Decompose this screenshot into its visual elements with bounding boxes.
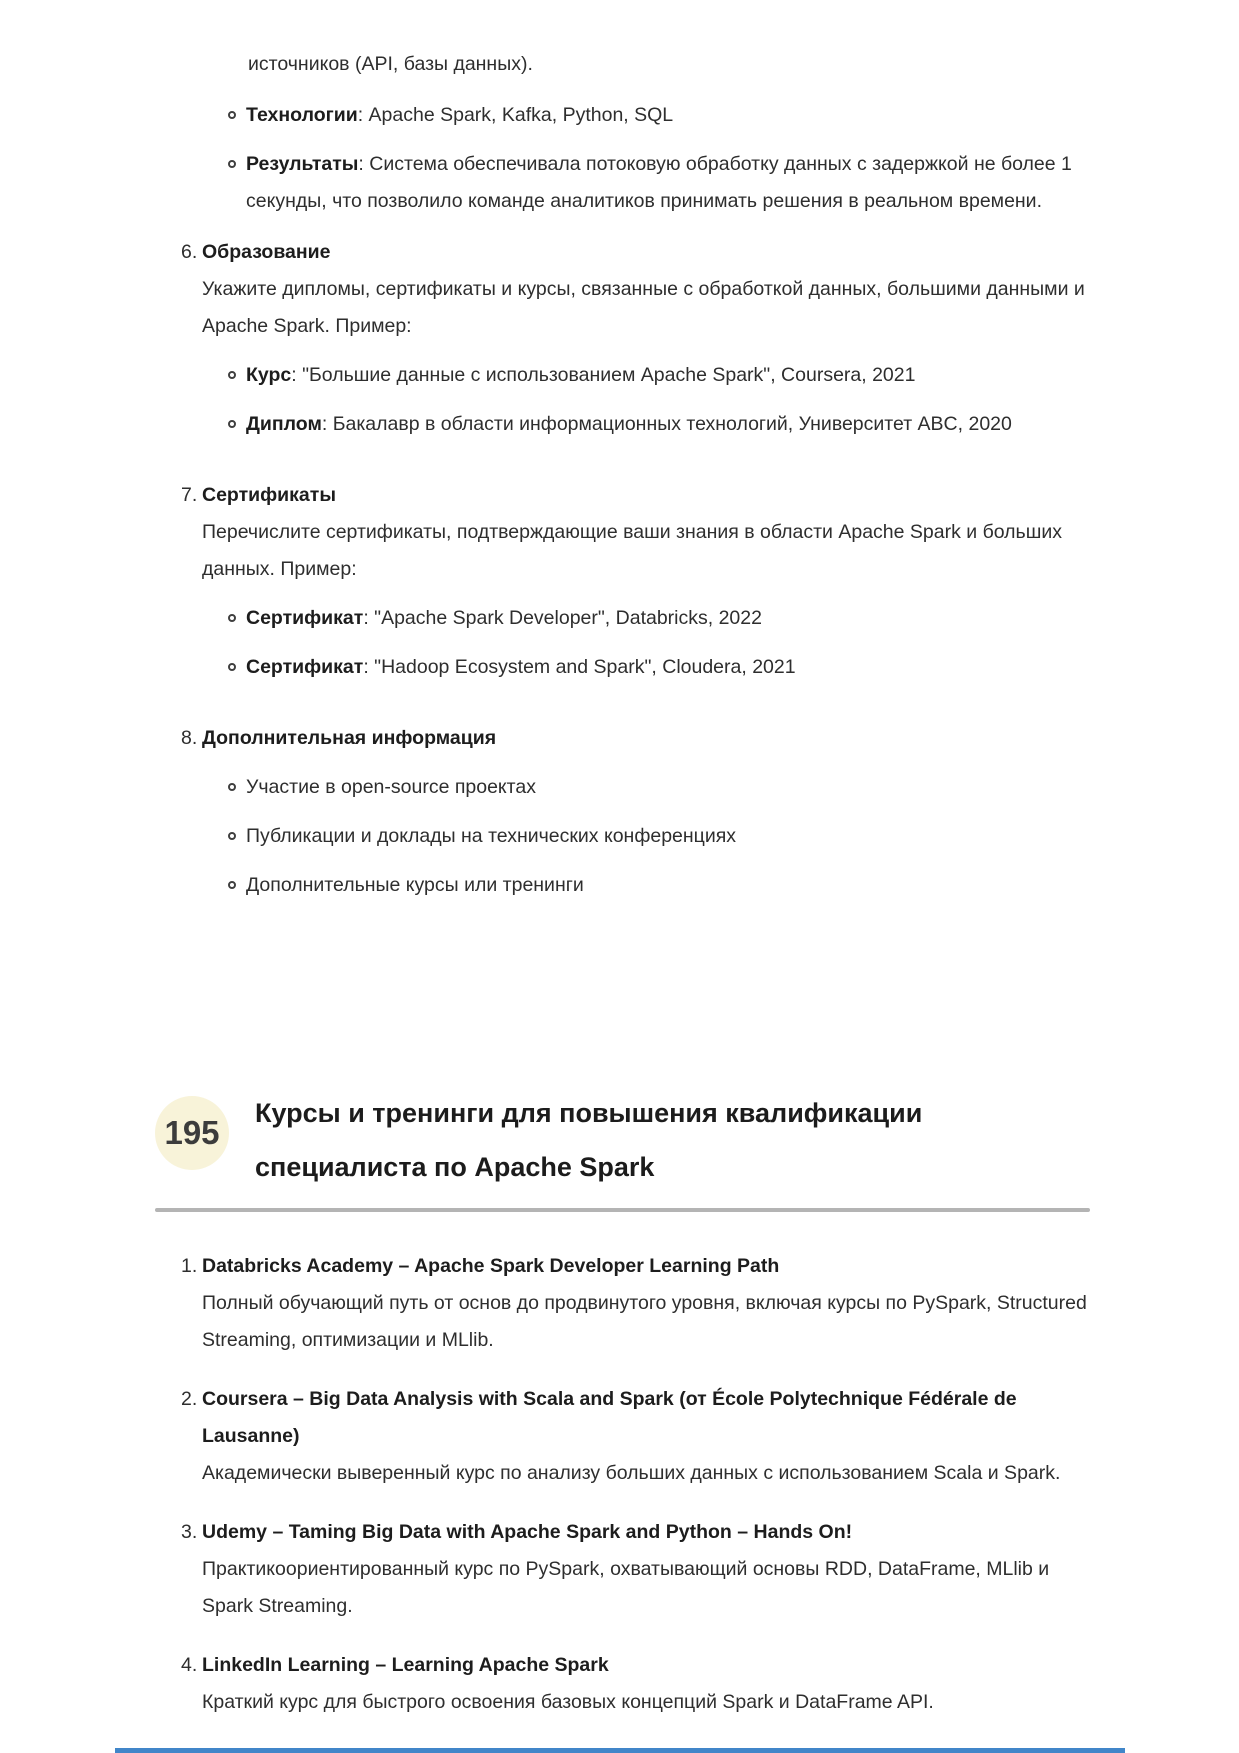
item-label: Сертификат [246, 607, 364, 629]
circle-bullet-icon [228, 783, 236, 791]
course-title: Databricks Academy – Apache Spark Developer Learning Path [202, 1255, 780, 1277]
article-header [155, 1086, 1090, 1212]
item-text: : "Hadoop Ecosystem and Spark", Cloudera, 2021 [363, 656, 796, 678]
list-item [228, 406, 1090, 443]
course-number: 2. [181, 1388, 198, 1410]
list-item [228, 97, 1090, 134]
continuation-section [155, 46, 1090, 220]
section-item-additional-info [155, 720, 1090, 916]
course-number: 4. [181, 1654, 198, 1676]
section-title: Сертификаты [202, 484, 336, 506]
section-body [202, 477, 1090, 698]
bottom-accent-bar [115, 1748, 1125, 1753]
course-item [155, 1514, 1090, 1625]
section-bullet-list [228, 357, 1090, 443]
item-label: Технологии [246, 104, 358, 126]
list-item [228, 357, 1090, 394]
section-body [202, 720, 1090, 916]
document-page-content [155, 46, 1090, 1743]
item-text: : "Apache Spark Developer", Databricks, 2022 [363, 607, 762, 629]
course-description: Полный обучающий путь от основ до продвинутого уровня, включая курсы по PySpark, Structured Streaming, оптимизации и MLlib. [202, 1292, 1087, 1351]
article-title: Курсы и тренинги для повышения квалификации специалиста по Apache Spark [255, 1098, 923, 1182]
list-item-text [246, 600, 762, 637]
item-label: Результаты [246, 153, 359, 175]
continuation-paragraph: источников (API, базы данных). [248, 53, 533, 75]
item-label: Диплом [246, 413, 322, 435]
course-title: Udemy – Taming Big Data with Apache Spark and Python – Hands On! [202, 1521, 853, 1543]
course-list [155, 1248, 1090, 1721]
section-item-education [155, 234, 1090, 455]
circle-bullet-icon [228, 420, 236, 428]
item-text: : Apache Spark, Kafka, Python, SQL [357, 104, 674, 126]
course-body [202, 1514, 1090, 1625]
circle-bullet-icon [228, 371, 236, 379]
section-description: Укажите дипломы, сертификаты и курсы, связанные с обработкой данных, большими данными и Apache Spark. Пример: [202, 278, 1085, 337]
section-number: 7. [181, 484, 198, 506]
course-item [155, 1381, 1090, 1492]
course-title: LinkedIn Learning – Learning Apache Spark [202, 1654, 609, 1676]
list-item-text [246, 357, 915, 394]
item-text: : Система обеспечивала потоковую обработку данных с задержкой не более 1 секунды, что позволило команде аналитиков принимать решения в реальном времени. [246, 153, 1072, 212]
list-item-text [246, 97, 673, 134]
circle-bullet-icon [228, 111, 236, 119]
list-item [228, 600, 1090, 637]
resume-sections-list [155, 234, 1090, 916]
list-item [228, 649, 1090, 686]
section-description: Перечислите сертификаты, подтверждающие ваши знания в области Apache Spark и больших данных. Пример: [202, 521, 1062, 580]
section-body [202, 234, 1090, 455]
list-item-text [246, 146, 1090, 220]
list-item-text: Участие в open-source проектах [246, 776, 536, 798]
circle-bullet-icon [228, 614, 236, 622]
list-item-text [246, 649, 796, 686]
item-text: : Бакалавр в области информационных технологий, Университет ABC, 2020 [321, 413, 1012, 435]
course-description: Академически выверенный курс по анализу больших данных с использованием Scala и Spark. [202, 1462, 1061, 1484]
item-label: Сертификат [246, 656, 364, 678]
continuation-bullet-list [228, 97, 1090, 220]
section-bullet-list [228, 769, 1090, 904]
article-header-row [155, 1086, 1090, 1194]
list-item [228, 818, 1090, 855]
course-body [202, 1381, 1090, 1492]
course-number: 3. [181, 1521, 198, 1543]
list-item [228, 867, 1090, 904]
course-number: 1. [181, 1255, 198, 1277]
course-description: Краткий курс для быстрого освоения базовых концепций Spark и DataFrame API. [202, 1691, 934, 1713]
circle-bullet-icon [228, 881, 236, 889]
course-body [202, 1248, 1090, 1359]
circle-bullet-icon [228, 663, 236, 671]
section-title: Дополнительная информация [202, 727, 497, 749]
item-label: Курс [246, 364, 292, 386]
course-title: Coursera – Big Data Analysis with Scala and Spark (от École Polytechnique Fédérale de Lausanne) [202, 1388, 1017, 1447]
list-item [228, 769, 1090, 806]
course-item [155, 1248, 1090, 1359]
section-bullet-list [228, 600, 1090, 686]
list-item-text: Дополнительные курсы или тренинги [246, 874, 584, 896]
section-break-spacer [155, 938, 1090, 1086]
header-divider [155, 1208, 1090, 1212]
list-item-text: Публикации и доклады на технических конференциях [246, 825, 737, 847]
list-item [228, 146, 1090, 220]
circle-bullet-icon [228, 160, 236, 168]
section-number: 6. [181, 241, 198, 263]
list-item-text [246, 406, 1012, 443]
circle-bullet-icon [228, 832, 236, 840]
section-item-certificates [155, 477, 1090, 698]
section-number: 8. [181, 727, 198, 749]
course-item [155, 1647, 1090, 1721]
item-text: : "Большие данные с использованием Apache Spark", Coursera, 2021 [291, 364, 916, 386]
course-description: Практикоориентированный курс по PySpark, охватывающий основы RDD, DataFrame, MLlib и Spark Streaming. [202, 1558, 1050, 1617]
article-number-badge: 195 [155, 1096, 229, 1170]
section-title: Образование [202, 241, 331, 263]
course-body [202, 1647, 1090, 1721]
